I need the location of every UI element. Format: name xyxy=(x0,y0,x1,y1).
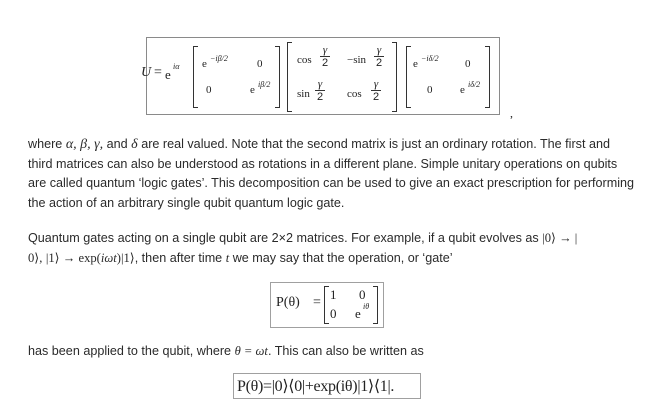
eq2-right-bracket xyxy=(373,286,378,324)
eq2-equals: = xyxy=(313,295,321,310)
eq2-a: 1 xyxy=(330,287,337,302)
eq1-trailing-comma: , xyxy=(510,106,513,120)
theta-definition: θ = ωt xyxy=(234,344,268,358)
eq1-equals: = xyxy=(154,65,162,80)
m1-a-exp: −iβ/2 xyxy=(210,54,228,63)
eq3-text: P(θ)=|0⟩⟨0|+exp(iθ)|1⟩⟨1|. xyxy=(237,378,395,395)
m2-left-bracket xyxy=(287,42,292,112)
eq2-left-bracket xyxy=(324,286,329,324)
m2-sin: sin xyxy=(297,88,310,100)
m1-left-bracket xyxy=(193,46,198,108)
m3-left-bracket xyxy=(406,46,411,108)
paragraph-3: has been applied to the qubit, where θ = ωt. This can also be written as xyxy=(28,344,424,358)
m3-a-base: e xyxy=(413,58,418,70)
m1-c: 0 xyxy=(206,84,212,96)
paragraph-1: where α, β, γ, and δ are real valued. Note that the second matrix is just an ordinary rotation. The first and third matrices can also be understood as rotations in a different plane. Simple unitary operations on qubits are called quantum ‘logic gates’. This decomposition can be used to give an exact prescription for performing the action of an arbitrary single qubit quantum logic gate. xyxy=(28,137,635,210)
m1-a-base: e xyxy=(202,58,207,70)
eq2-lhs: P(θ) xyxy=(276,295,300,310)
eq2-b: 0 xyxy=(359,287,366,302)
m3-c: 0 xyxy=(427,84,433,96)
equation-1-box xyxy=(141,37,500,115)
m1-d-base: e xyxy=(250,84,255,96)
m3-d-base: e xyxy=(460,84,465,96)
eq1-phase-base: e xyxy=(165,67,171,82)
m2-frac-4: γ 2 xyxy=(372,78,380,103)
paragraph-2: Quantum gates acting on a single qubit are 2×2 matrices. For example, if a qubit evolves as |0⟩ → | 0⟩, |1⟩ → exp(iωt)|1⟩, then after time t we may say that the operation, or ‘gate’ xyxy=(28,231,578,265)
m2-frac-2: γ 2 xyxy=(375,44,383,69)
m2-frac-1: γ 2 xyxy=(321,44,329,69)
m3-a-exp: −iδ/2 xyxy=(421,54,439,63)
eq2-c: 0 xyxy=(330,306,337,321)
m1-b: 0 xyxy=(257,58,263,70)
eq2-d: e xyxy=(355,306,361,321)
m2-minus-sin: −sin xyxy=(347,54,367,66)
delta-var: δ xyxy=(131,137,138,152)
equation-3-box xyxy=(233,373,421,399)
m1-d-exp: iβ/2 xyxy=(258,80,271,89)
ket0-transition: |0⟩ → | xyxy=(542,231,578,245)
m2-cos-2: cos xyxy=(347,88,362,100)
m1-right-bracket xyxy=(275,46,280,108)
m2-frac-3: γ 2 xyxy=(316,78,324,103)
m3-right-bracket xyxy=(485,46,490,108)
eq1-phase-exp: iα xyxy=(173,62,180,71)
eq1-lhs: U xyxy=(141,65,152,80)
greek-vars: α, β, γ, xyxy=(65,137,104,152)
equation-2-box xyxy=(270,282,384,328)
m3-d-exp: iδ/2 xyxy=(468,80,481,89)
ket1-transition: |1⟩ → exp( xyxy=(45,250,101,265)
eq2-d-exp: iθ xyxy=(363,302,370,311)
m2-right-bracket xyxy=(392,42,397,112)
m2-cos-1: cos xyxy=(297,54,312,66)
m3-b: 0 xyxy=(465,58,471,70)
